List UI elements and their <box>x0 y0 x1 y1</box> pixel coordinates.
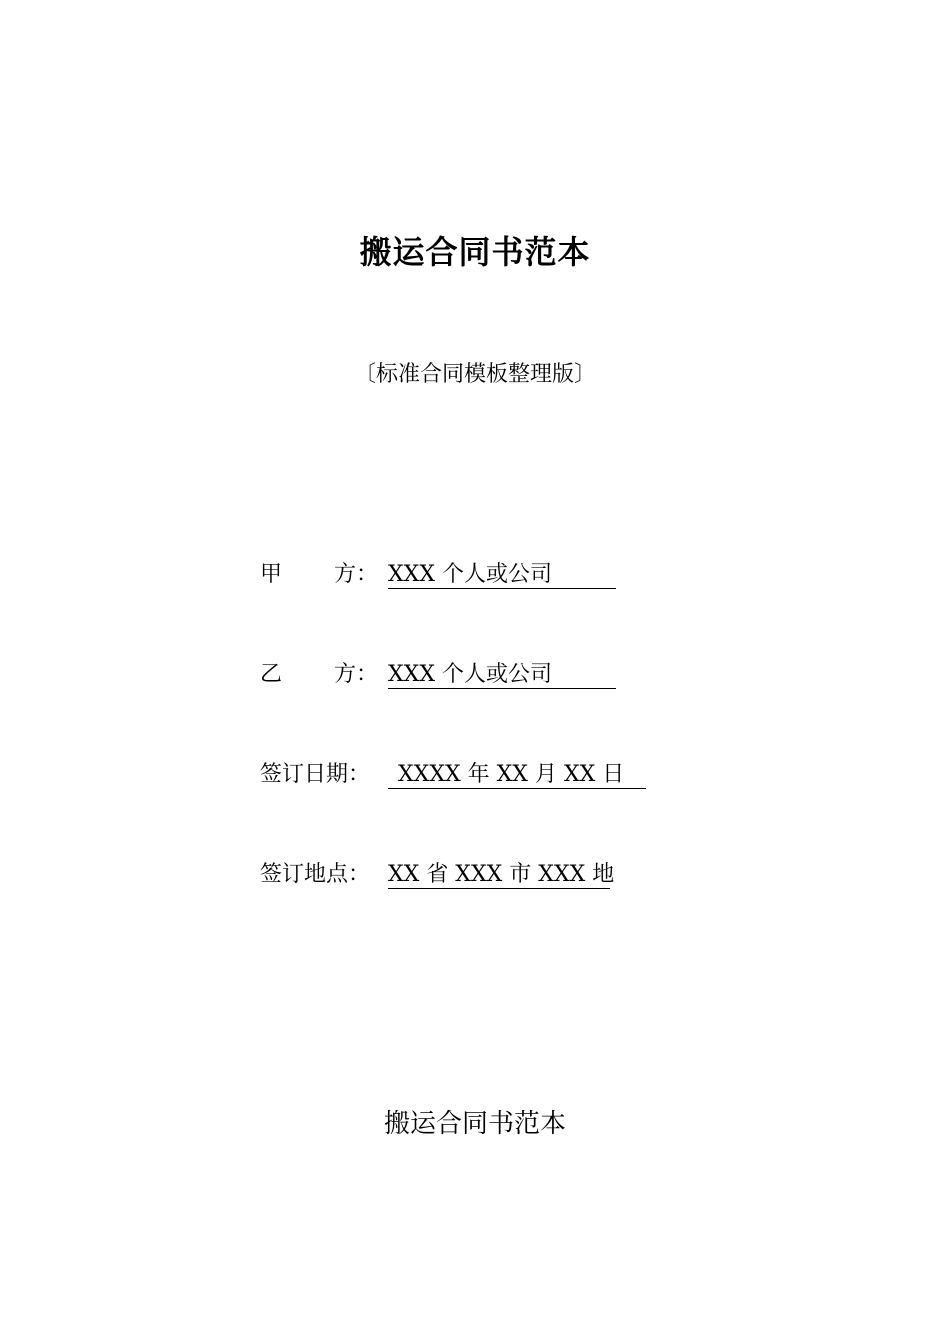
document-title: 搬运合同书范本 <box>359 233 591 271</box>
party-a-field <box>260 558 616 592</box>
party-b-field <box>260 658 616 692</box>
signing-place-value: XX 省 XXX 市 XXX 地 <box>388 862 615 887</box>
signing-place-label: 签订地点： <box>260 862 371 887</box>
party-a-label: 甲 方： <box>260 562 378 587</box>
signing-place-field <box>260 858 615 892</box>
party-a-value: XXX 个人或公司 <box>388 562 616 589</box>
footer-title: 搬运合同书范本 <box>383 1109 566 1139</box>
document-subtitle: 〔标准合同模板整理版〕 <box>353 362 596 387</box>
signing-date-value: XXXX 年 XX 月 XX 日 <box>388 762 646 789</box>
signing-date-label: 签订日期： <box>260 762 371 787</box>
signing-date-field <box>260 758 646 792</box>
party-b-value: XXX 个人或公司 <box>388 662 616 689</box>
party-b-label: 乙 方： <box>260 662 378 687</box>
